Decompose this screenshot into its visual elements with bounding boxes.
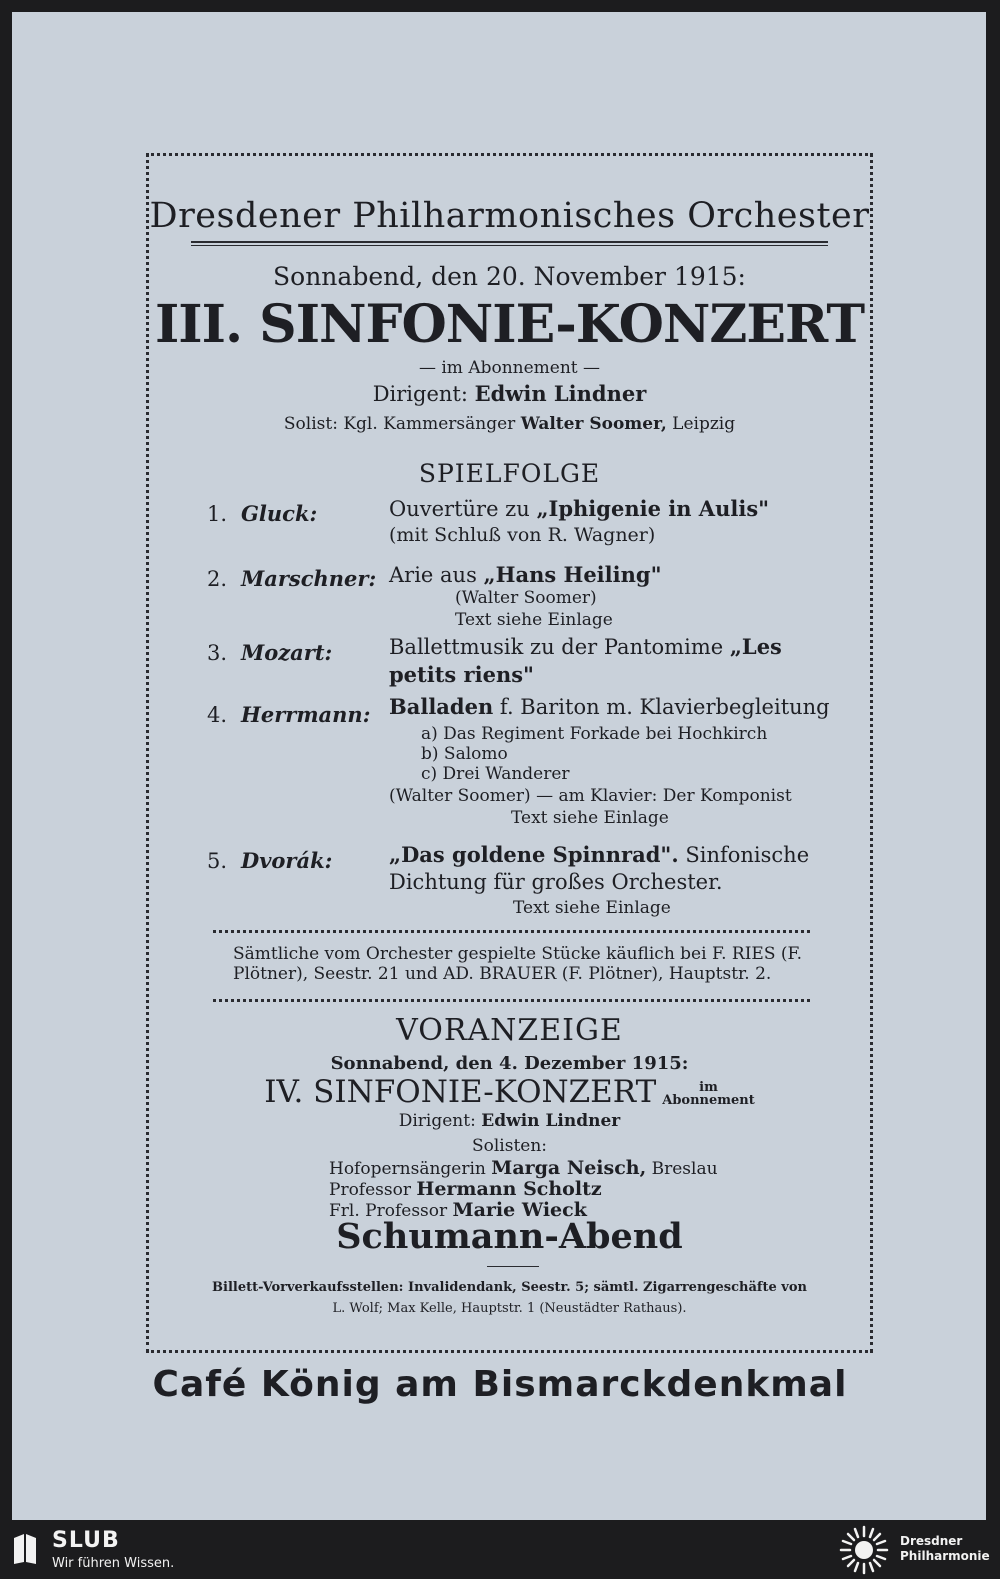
item-work: „Iphigenie in Aulis" [536, 496, 770, 521]
preview-date: Sonnabend, den 4. Dezember 1915: [330, 1053, 689, 1074]
philharmonie-line-1: Dresdner [900, 1534, 963, 1548]
preview-soloists-label: Solisten: [471, 1136, 548, 1156]
program-item-5 [207, 848, 332, 873]
sunburst-logo-icon [838, 1524, 890, 1576]
item-number: 3. [207, 641, 228, 665]
item-4-song-a: a) Das Regiment Forkade bei Hochkirch [421, 724, 768, 744]
tickets-label: Billett-Vorverkaufsstellen: [212, 1280, 404, 1295]
sales-note-line-1: Sämtliche vom Orchester gespielte Stücke käuflich bei F. RIES (F. [233, 944, 803, 964]
book-icon [12, 1532, 38, 1566]
soloist-city: Breslau [651, 1159, 718, 1179]
item-5-subtitle: Dichtung für großes Orchester. [389, 870, 723, 894]
tickets-line-2: L. Wolf; Max Kelle, Hauptstr. 1 (Neustädter Rathaus). [332, 1301, 687, 1316]
program-item-1 [207, 501, 317, 526]
soloist-title: Kgl. Kammersänger [343, 414, 516, 434]
program-item-4 [207, 702, 370, 727]
item-work: „Les [729, 634, 782, 659]
item-3-title-line [389, 634, 782, 659]
soloist-role: Professor [329, 1180, 411, 1200]
sales-note-line-2: Plötner), Seestr. 21 und AD. BRAUER (F. Plötner), Hauptstr. 2. [233, 964, 772, 984]
dotted-divider [213, 999, 810, 1002]
program-sheet [12, 12, 986, 1520]
preview-evening-title: Schumann-Abend [336, 1216, 683, 1257]
item-composer: Marschner: [241, 566, 377, 591]
item-text: Ballettmusik zu der Pantomime [389, 635, 724, 659]
item-5-text-note: Text siehe Einlage [513, 898, 671, 918]
item-text: f. Bariton m. Klavierbegleitung [499, 695, 830, 719]
item-4-song-b: b) Salomo [421, 744, 508, 764]
concert-date: Sonnabend, den 20. November 1915: [273, 262, 746, 291]
program-heading: SPIELFOLGE [418, 459, 601, 488]
preview-soloist-1 [329, 1157, 718, 1179]
preview-subscription [662, 1081, 755, 1107]
soloist-role: Frl. Professor [329, 1201, 448, 1221]
soloist-city: Leipzig [672, 414, 736, 434]
tickets-line-1 [149, 1280, 870, 1295]
slub-tagline: Wir führen Wissen. [52, 1556, 175, 1571]
short-rule [487, 1266, 539, 1267]
soloist-name: Walter Soomer, [520, 414, 667, 434]
abo-word-2: Abonnement [662, 1092, 755, 1108]
philharmonie-logo-text [900, 1534, 990, 1564]
program-frame [146, 153, 873, 1353]
conductor-label: Dirigent: [372, 382, 468, 406]
item-2-text-note: Text siehe Einlage [455, 610, 613, 630]
item-1-note: (mit Schluß von R. Wagner) [389, 524, 656, 546]
item-4-performer: (Walter Soomer) — am Klavier: Der Komponist [389, 786, 792, 806]
soloist-name: Marie Wieck [452, 1199, 587, 1221]
item-composer: Gluck: [241, 501, 318, 526]
item-work: „Das goldene Spinnrad". [389, 842, 679, 867]
item-3-title-cont: petits riens" [389, 662, 534, 687]
program-item-3 [207, 640, 332, 665]
preview-title-line [149, 1074, 870, 1110]
soloist-role: Hofopernsängerin [329, 1159, 486, 1179]
soloist-label: Solist: [283, 414, 338, 434]
item-4-song-c: c) Drei Wanderer [421, 764, 570, 784]
item-1-title-line [389, 496, 769, 521]
orchestra-name: Dresdener Philharmonisches Orchester [149, 196, 870, 236]
item-composer: Mozart: [241, 640, 333, 665]
item-text: Ouvertüre zu [389, 497, 530, 521]
preview-soloist-2 [329, 1178, 602, 1200]
conductor-name: Edwin Lindner [474, 381, 647, 406]
abo-word-1: im [699, 1079, 718, 1095]
item-2-title-line [389, 562, 662, 587]
item-work: Balladen [389, 694, 494, 719]
item-composer: Herrmann: [241, 702, 371, 727]
footer-bar [0, 1520, 1000, 1579]
tickets-text: Invalidendank, Seestr. 5; sämtl. Zigarrengeschäfte von [408, 1280, 807, 1295]
item-composer: Dvorák: [241, 848, 333, 873]
preview-conductor-label: Dirigent: [398, 1111, 476, 1131]
item-number: 2. [207, 567, 228, 591]
item-text: Arie aus [389, 563, 477, 587]
item-work: „Hans Heiling" [483, 562, 662, 587]
item-4-title-line [389, 694, 830, 719]
preview-title: IV. SINFONIE-KONZERT [264, 1074, 657, 1110]
program-item-2 [207, 566, 376, 591]
item-4-text-note: Text siehe Einlage [511, 808, 669, 828]
slub-logo-text: SLUB [52, 1528, 120, 1553]
soloist-name: Marga Neisch, [491, 1157, 647, 1179]
item-2-performer: (Walter Soomer) [455, 588, 597, 608]
soloist-name: Hermann Scholtz [416, 1178, 602, 1200]
conductor-line [149, 381, 870, 406]
subscription-note: — im Abonnement — [418, 358, 601, 378]
preview-heading: VORANZEIGE [396, 1013, 623, 1048]
title-rule [191, 241, 828, 246]
preview-conductor-line [149, 1111, 870, 1131]
soloist-line [149, 414, 870, 434]
item-5-title-line [389, 842, 809, 867]
preview-conductor-name: Edwin Lindner [481, 1111, 621, 1131]
item-number: 4. [207, 703, 228, 727]
philharmonie-line-2: Philharmonie [900, 1549, 990, 1563]
item-text: Sinfonische [685, 843, 810, 867]
item-number: 1. [207, 502, 228, 526]
item-number: 5. [207, 849, 228, 873]
dotted-divider [213, 930, 810, 933]
cafe-advert: Café König am Bismarckdenkmal [152, 1364, 848, 1405]
concert-title: III. SINFONIE-KONZERT [154, 294, 865, 355]
